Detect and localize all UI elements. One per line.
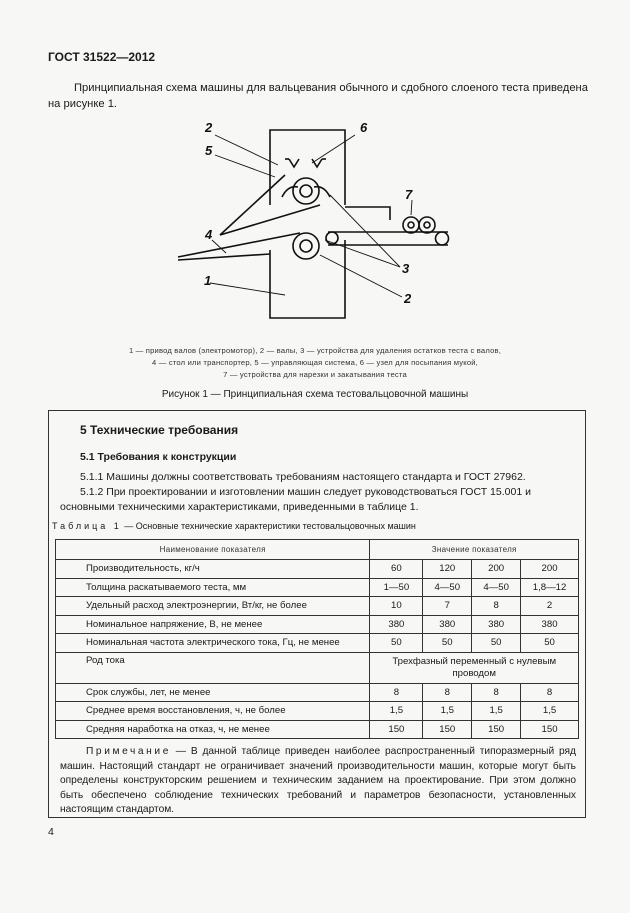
- fig-label-2-bottom: 2: [404, 291, 412, 306]
- clause-5-1-1: 5.1.1 Машины должны соответствовать требованиям настоящего стандарта и ГОСТ 27962.: [80, 471, 526, 483]
- fig-label-2-top: 2: [205, 120, 213, 135]
- table-note: [60, 745, 576, 818]
- row-value: 10: [370, 597, 423, 616]
- row-name: Удельный расход электроэнергии, Вт/кг, не более: [56, 597, 370, 616]
- legend-line: 1 — привод валов (электромотор), 2 — валы, 3 — устройства для удаления остатков теста с валов,: [128, 346, 502, 355]
- row-value: 1,5: [423, 702, 472, 721]
- subsection-title: 5.1 Требования к конструкции: [80, 451, 237, 463]
- note-lead: Примечание: [86, 746, 171, 757]
- row-value: 150: [423, 720, 472, 739]
- row-value: 8: [521, 683, 579, 702]
- row-value: 150: [370, 720, 423, 739]
- table-caption: [52, 521, 416, 531]
- row-value: 200: [472, 560, 521, 579]
- row-name: Номинальное напряжение, В, не менее: [56, 615, 370, 634]
- row-value: 2: [521, 597, 579, 616]
- row-value: 1,5: [521, 702, 579, 721]
- table-row-current-type: [56, 652, 579, 683]
- note-text: — В данной таблице приведен наиболее распространенный типоразмерный ряд машин. Настоящий стандарт не ограничивает значений производительности машин, которые могут быть определены конструкторским решением и техническим заданием на проектирование. При этом должно быть обеспечено соблюдение технических требований и параметров безопасности, установленных настоящим стандартом.: [60, 746, 576, 815]
- fig-label-6: 6: [360, 120, 368, 135]
- row-name: Производительность, кг/ч: [56, 560, 370, 579]
- row-value: 380: [370, 615, 423, 634]
- row-value: 1,5: [472, 702, 521, 721]
- fig-label-5: 5: [205, 143, 213, 158]
- machine-schematic-figure: [160, 115, 460, 345]
- fig-label-1: 1: [204, 273, 212, 288]
- row-value: 50: [370, 634, 423, 653]
- row-name: Номинальная частота электрического тока, Гц, не менее: [56, 634, 370, 653]
- fig-label-3: 3: [402, 261, 410, 276]
- specs-table: [55, 539, 579, 739]
- intro-paragraph: Принципиальная схема машины для вальцевания обычного и сдобного слоеного теста приведена на рисунке 1.: [48, 82, 588, 110]
- row-value: 120: [423, 560, 472, 579]
- row-value: 150: [521, 720, 579, 739]
- row-value: 50: [472, 634, 521, 653]
- figure-caption: Рисунок 1 — Принципиальная схема тестовальцовочной машины: [161, 389, 469, 400]
- row-value: 4—50: [423, 578, 472, 597]
- header-value: Значение показателя: [370, 540, 579, 560]
- row-value: 1—50: [370, 578, 423, 597]
- row-value: 8: [472, 683, 521, 702]
- table-header-row: [56, 540, 579, 560]
- row-value: 60: [370, 560, 423, 579]
- fig-label-4: 4: [205, 227, 213, 242]
- row-value: 380: [423, 615, 472, 634]
- header-name: Наименование показателя: [56, 540, 370, 560]
- row-name: Срок службы, лет, не менее: [56, 683, 370, 702]
- figure-legend: [60, 345, 570, 381]
- row-name: Род тока: [56, 652, 370, 683]
- row-value: 4—50: [472, 578, 521, 597]
- row-value: 380: [472, 615, 521, 634]
- row-value-merged: Трехфазный переменный с нулевым проводом: [370, 652, 579, 683]
- row-value: 150: [472, 720, 521, 739]
- section-title: 5 Технические требования: [80, 423, 239, 437]
- row-value: 1,5: [370, 702, 423, 721]
- row-value: 8: [472, 597, 521, 616]
- legend-line: 4 — стол или транспортер, 5 — управляющая система, 6 — узел для посыпания мукой,: [151, 358, 478, 367]
- table-row: [56, 702, 579, 721]
- table-row: [56, 720, 579, 739]
- table-row: [56, 578, 579, 597]
- row-value: 200: [521, 560, 579, 579]
- row-name: Среднее время восстановления, ч, не более: [56, 702, 370, 721]
- table-caption-text: — Основные технические характеристики тестовальцовочных машин: [121, 521, 416, 531]
- table-row: [56, 560, 579, 579]
- table-row: [56, 683, 579, 702]
- legend-line: 7 — устройства для нарезки и закатывания теста: [223, 370, 407, 379]
- fig-label-7: 7: [405, 187, 413, 202]
- table-row: [56, 615, 579, 634]
- row-value: 8: [423, 683, 472, 702]
- row-value: 50: [423, 634, 472, 653]
- page-number: 4: [48, 826, 54, 838]
- row-value: 50: [521, 634, 579, 653]
- row-name: Толщина раскатываемого теста, мм: [56, 578, 370, 597]
- row-value: 7: [423, 597, 472, 616]
- document-header: ГОСТ 31522—2012: [48, 50, 156, 64]
- row-value: 380: [521, 615, 579, 634]
- row-value: 1,8—12: [521, 578, 579, 597]
- row-value: 8: [370, 683, 423, 702]
- table-row: [56, 597, 579, 616]
- clause-5-1-2: 5.1.2 При проектировании и изготовлении машин следует руководствоваться ГОСТ 15.001 и основными техническими характеристиками, приведенными в таблице 1.: [60, 486, 531, 513]
- table-caption-lead: Таблица 1: [52, 521, 122, 531]
- row-name: Средняя наработка на отказ, ч, не менее: [56, 720, 370, 739]
- table-row: [56, 634, 579, 653]
